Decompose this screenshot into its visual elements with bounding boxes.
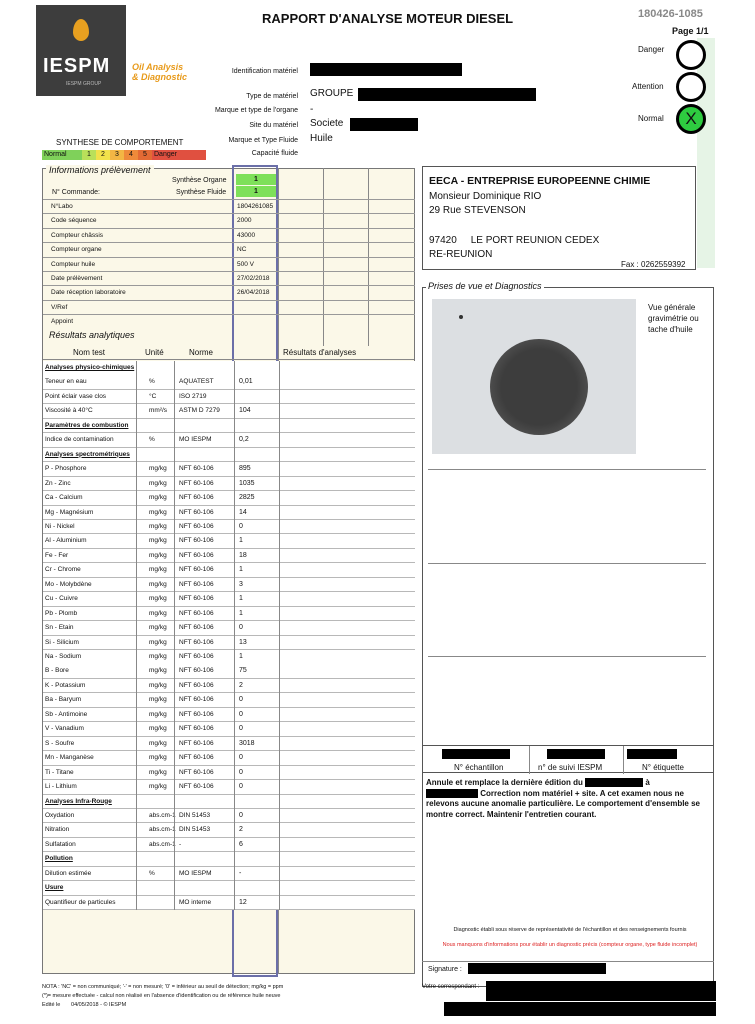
info-row-label: Appoint	[51, 318, 74, 326]
section-row	[43, 795, 415, 810]
test-norm: NFT 60-106	[179, 667, 214, 675]
test-value: 14	[239, 508, 247, 516]
result-row	[43, 534, 415, 549]
result-row	[43, 823, 415, 838]
scale-3: 3	[110, 150, 124, 160]
test-unit: mg/kg	[149, 479, 167, 487]
test-name: Viscosité à 40°C	[45, 407, 93, 415]
divider	[428, 563, 706, 564]
div-norm	[174, 361, 175, 910]
iespm-logo	[36, 5, 126, 96]
info-row	[43, 285, 415, 300]
test-norm: MO IESPM	[179, 436, 212, 444]
test-unit: mg/kg	[149, 609, 167, 617]
sample-label-2: N° étiquette	[642, 763, 684, 772]
test-name: Teneur en eau	[45, 378, 87, 386]
test-unit: mg/kg	[149, 580, 167, 588]
test-name: Indice de contamination	[45, 436, 114, 444]
result-row	[43, 563, 415, 578]
diag-text-b: à	[645, 778, 650, 787]
test-norm: NFT 60-106	[179, 739, 214, 747]
status-danger-label: Danger	[638, 45, 665, 54]
test-value: 0	[239, 811, 243, 819]
div-result	[234, 361, 235, 910]
test-unit: mg/kg	[149, 522, 167, 530]
test-name: Sulfatation	[45, 840, 76, 848]
test-norm: -	[179, 840, 182, 848]
status-danger-circle	[676, 40, 706, 70]
section-row	[43, 852, 415, 867]
test-value: 1	[239, 537, 243, 545]
redaction-bar	[350, 118, 418, 131]
section-title: Paramètres de combustion	[45, 421, 129, 429]
oil-spot-icon	[490, 339, 588, 435]
synth-organe-value: 1	[236, 174, 276, 185]
div-unit	[136, 361, 137, 910]
result-row	[43, 679, 415, 694]
test-name: Al - Aluminium	[45, 537, 87, 545]
test-norm: MO IESPM	[179, 869, 212, 877]
status-attention-circle	[676, 72, 706, 102]
diag-text-c: Correction nom matériel + site. A cet examen nous ne relevons aucune anomalie particulière. Le comportement d'ensemble se montre correct. Maintenir l'entretien courant.	[426, 788, 700, 819]
result-row	[43, 621, 415, 636]
test-value: 0	[239, 522, 243, 530]
redaction-bar	[627, 749, 677, 759]
scale-danger: Danger	[152, 150, 206, 160]
result-row	[43, 896, 415, 911]
test-name: Na - Sodium	[45, 653, 82, 660]
status-normal-circle: X	[676, 104, 706, 134]
section-title: Pollution	[45, 855, 73, 863]
test-value: 75	[239, 667, 247, 675]
section-title: Analyses physico-chimiques	[45, 364, 135, 371]
col-norme: Norme	[189, 348, 214, 357]
equip-marque: -	[310, 104, 314, 115]
results-header: Résultats analytiques	[46, 330, 138, 340]
footer-line-2: (*)= mesure effectuée - calcul non réalisé en l'absence d'identification ou de référence huile neuve	[42, 993, 281, 999]
result-row	[43, 477, 415, 492]
report-number: 180426-1085	[638, 8, 703, 20]
status-normal-label: Normal	[638, 114, 664, 123]
test-unit: mg/kg	[149, 725, 167, 733]
test-unit: mg/kg	[149, 494, 167, 502]
result-row	[43, 650, 415, 665]
test-unit: mg/kg	[149, 465, 167, 473]
result-row	[43, 404, 415, 419]
test-unit: mg/kg	[149, 624, 167, 632]
tagline-1: Oil Analysis	[132, 62, 184, 72]
section-row	[43, 419, 415, 434]
result-row	[43, 491, 415, 506]
test-norm: NFT 60-106	[179, 551, 214, 559]
test-norm: NFT 60-106	[179, 566, 214, 574]
result-row	[43, 506, 415, 521]
equip-label-1: Type de matériel	[246, 93, 298, 100]
test-norm: ISO 2719	[179, 392, 207, 400]
test-unit: mg/kg	[149, 754, 167, 762]
info-row-value: 26/04/2018	[237, 289, 270, 297]
test-name: Sn - Etain	[45, 624, 74, 632]
results-col-header	[43, 346, 414, 360]
test-norm: NFT 60-106	[179, 479, 214, 487]
test-norm: NFT 60-106	[179, 638, 214, 646]
footer-line-1: NOTA : 'NC' = non communiqué; '-' = non mesuré; '0' = inférieur au seuil de détection; mg/kg = ppm	[42, 984, 284, 990]
oil-drop-icon	[73, 19, 89, 41]
section-title: Usure	[45, 884, 64, 892]
divider	[428, 469, 706, 470]
test-unit: abs.cm-1	[149, 840, 176, 848]
footer-notes	[42, 983, 283, 1010]
result-row	[43, 737, 415, 752]
redaction-bar	[585, 778, 643, 787]
result-row	[43, 780, 415, 795]
test-value: 0	[239, 783, 243, 791]
result-row	[43, 607, 415, 622]
test-name: Ni - Nickel	[45, 522, 75, 530]
test-value: 2825	[239, 494, 255, 502]
scale-2: 2	[96, 150, 110, 160]
diag-text-a: Annule et remplace la dernière édition du	[426, 778, 583, 787]
equip-fluide: Huile	[310, 133, 333, 144]
result-row	[43, 664, 415, 679]
info-row	[43, 271, 415, 286]
client-country: RE-REUNION	[429, 249, 493, 260]
client-city: 97420 LE PORT REUNION CEDEX	[429, 235, 600, 246]
synth-fluide-value: 1	[236, 186, 276, 197]
test-norm: NFT 60-106	[179, 725, 214, 733]
test-value: 3	[239, 580, 243, 588]
equip-label-0: Identification matériel	[231, 68, 298, 75]
info-row-label: Compteur huile	[51, 260, 96, 268]
test-name: Zn - Zinc	[45, 479, 71, 487]
report-title: RAPPORT D'ANALYSE MOTEUR DIESEL	[262, 11, 514, 26]
page-indicator: Page 1/1	[672, 26, 709, 36]
info-row-value: 1804261085	[237, 203, 274, 210]
test-norm: DIN 51453	[179, 826, 211, 834]
test-unit: %	[149, 436, 155, 444]
test-norm: NFT 60-106	[179, 783, 214, 791]
result-row	[43, 693, 415, 708]
test-value: 1035	[239, 479, 255, 487]
test-value: 6	[239, 840, 243, 848]
test-value: 104	[239, 407, 251, 415]
test-norm: DIN 51453	[179, 811, 211, 819]
info-row-label: Code séquence	[51, 217, 97, 225]
test-unit: mg/kg	[149, 768, 167, 776]
test-unit: mg/kg	[149, 783, 167, 791]
image-caption: Vue générale gravimétrie ou tache d'huile	[648, 303, 699, 334]
info-row-value: 43000	[237, 231, 256, 239]
info-header: Informations prélèvement	[46, 165, 154, 175]
oil-spot-image	[432, 299, 636, 454]
client-contact: Monsieur Dominique RIO	[429, 191, 542, 202]
section-title: Analyses Infra-Rouge	[45, 797, 112, 805]
test-norm: NFT 60-106	[179, 710, 214, 718]
divider	[428, 656, 706, 657]
col-nom-test: Nom test	[73, 348, 106, 357]
info-row	[43, 257, 415, 272]
test-name: Oxydation	[45, 811, 75, 819]
client-street: 29 Rue STEVENSON	[429, 205, 526, 216]
test-name: Ti - Titane	[45, 768, 74, 776]
equip-label-3: Site du matériel	[249, 122, 298, 129]
test-unit: mg/kg	[149, 681, 167, 689]
test-name: Cu - Cuivre	[45, 595, 78, 603]
redaction-bar	[442, 749, 510, 759]
div-result-2	[279, 361, 280, 910]
equip-label-4: Marque et Type Fluide	[228, 137, 298, 144]
test-unit: mg/kg	[149, 653, 167, 660]
test-norm: AQUATEST	[179, 378, 214, 386]
info-row-value: NC	[237, 246, 247, 254]
result-row	[43, 462, 415, 477]
result-row	[43, 433, 415, 448]
test-name: P - Phosphore	[45, 465, 87, 473]
redaction-bar	[310, 63, 462, 76]
status-bar	[697, 38, 715, 268]
test-value: 2	[239, 826, 243, 834]
test-unit: °C	[149, 392, 157, 400]
test-value: -	[239, 869, 242, 877]
status-attention-label: Attention	[632, 82, 664, 91]
sample-label-0: N° échantillon	[454, 763, 504, 772]
scale-normal: Normal	[42, 150, 82, 160]
info-row	[43, 300, 415, 315]
sample-ids	[422, 745, 714, 773]
redaction-bar	[486, 981, 716, 1001]
info-row-label: Compteur châssis	[51, 231, 104, 239]
diag-note-2: Nous manquons d'informations pour établir un diagnostic précis (compteur organe, type fluide incomplet)	[442, 942, 698, 948]
test-norm: NFT 60-106	[179, 653, 214, 660]
redaction-bar	[426, 789, 478, 798]
test-norm: NFT 60-106	[179, 696, 214, 704]
test-name: Quantifieur de particules	[45, 898, 116, 906]
test-name: Dilution estimée	[45, 869, 92, 877]
test-value: 1	[239, 609, 243, 617]
test-value: 3018	[239, 739, 255, 747]
info-row-label: V/Ref	[51, 303, 68, 311]
test-unit: mg/kg	[149, 566, 167, 574]
test-name: Ba - Baryum	[45, 696, 82, 704]
logo-tagline	[132, 62, 187, 82]
result-row	[43, 636, 415, 651]
test-value: 1	[239, 566, 243, 574]
test-name: Fe - Fer	[45, 551, 69, 559]
test-value: 1	[239, 653, 243, 660]
test-value: 0	[239, 696, 243, 704]
tagline-2: & Diagnostic	[132, 72, 188, 82]
result-row	[43, 592, 415, 607]
test-norm: NFT 60-106	[179, 522, 214, 530]
test-value: 0	[239, 710, 243, 718]
test-unit: abs.cm-1	[149, 826, 176, 834]
info-row-value: 27/02/2018	[237, 275, 270, 282]
test-unit: mg/kg	[149, 508, 167, 516]
equip-type: GROUPE	[310, 88, 354, 99]
redaction-bar	[468, 963, 606, 974]
test-norm: NFT 60-106	[179, 494, 214, 502]
test-name: Ca - Calcium	[45, 494, 83, 502]
result-row	[43, 390, 415, 405]
test-norm: NFT 60-106	[179, 681, 214, 689]
synth-fluide-label: Synthèse Fluide	[176, 189, 227, 196]
result-row	[43, 766, 415, 781]
test-unit: %	[149, 869, 155, 877]
test-name: Si - Silicium	[45, 638, 79, 646]
test-unit: mg/kg	[149, 595, 167, 603]
footer-line-3: Edité le 04/05/2018 - © IESPM	[42, 1002, 127, 1008]
equip-label-5: Capacité fluide	[251, 150, 298, 157]
info-row	[43, 213, 415, 228]
test-norm: NFT 60-106	[179, 754, 214, 762]
test-value: 2	[239, 681, 243, 689]
scale-1: 1	[82, 150, 96, 160]
test-unit: mg/kg	[149, 696, 167, 704]
test-name: Mg - Magnésium	[45, 508, 94, 516]
info-row	[43, 228, 415, 243]
test-value: 0	[239, 725, 243, 733]
section-row	[43, 448, 415, 463]
test-name: Sb - Antimoine	[45, 710, 88, 718]
test-unit: %	[149, 378, 155, 386]
scale-5: 5	[138, 150, 152, 160]
test-norm: NFT 60-106	[179, 465, 214, 473]
test-value: 0,2	[239, 436, 249, 444]
test-value: 895	[239, 465, 251, 473]
correspondant-label: Votre correspondant :	[422, 984, 480, 990]
logo-name: IESPM	[43, 55, 111, 77]
client-company: EECA - ENTREPRISE EUROPEENNE CHIMIE	[429, 175, 651, 187]
test-value: 0	[239, 768, 243, 776]
scale-4: 4	[124, 150, 138, 160]
commande-label: N° Commande:	[52, 189, 100, 196]
info-row-value: 500 V	[237, 260, 254, 268]
result-row	[43, 751, 415, 766]
test-name: K - Potassium	[45, 681, 86, 689]
test-norm: NFT 60-106	[179, 609, 214, 617]
test-name: Mo - Molybdène	[45, 580, 92, 588]
test-unit: mg/kg	[149, 551, 167, 559]
test-unit: mg/kg	[149, 667, 167, 675]
result-row	[43, 578, 415, 593]
sample-label-1: n° de suivi IESPM	[538, 763, 603, 772]
test-norm: NFT 60-106	[179, 624, 214, 632]
diagnostic-text	[426, 778, 710, 820]
redaction-bar	[547, 749, 605, 759]
result-row	[43, 520, 415, 535]
test-value: 1	[239, 595, 243, 603]
info-row	[43, 314, 415, 329]
result-row	[43, 708, 415, 723]
test-norm: NFT 60-106	[179, 595, 214, 603]
redaction-bar	[358, 88, 536, 101]
test-value: 12	[239, 898, 247, 906]
redaction-bar	[444, 1002, 716, 1016]
test-name: B - Bore	[45, 667, 69, 675]
signature-label: Signature :	[428, 966, 462, 973]
synth-organe-label: Synthèse Organe	[172, 177, 227, 184]
info-row	[43, 242, 415, 257]
info-row-label: Date prélèvement	[51, 275, 103, 282]
test-unit: mg/kg	[149, 638, 167, 646]
logo-sub: IESPM GROUP	[66, 81, 102, 87]
info-row-label: Date réception laboratoire	[51, 289, 126, 297]
info-row-label: Compteur organe	[51, 246, 102, 254]
speck-icon	[459, 315, 463, 319]
test-name: Point éclair vase clos	[45, 392, 107, 400]
test-norm: NFT 60-106	[179, 508, 214, 516]
test-name: V - Vanadium	[45, 725, 84, 733]
test-norm: MO interne	[179, 898, 212, 906]
section-title: Analyses spectrométriques	[45, 450, 130, 458]
result-row	[43, 838, 415, 853]
test-value: 0	[239, 624, 243, 632]
section-row	[43, 881, 415, 896]
result-row	[43, 375, 415, 390]
test-unit: abs.cm-1	[149, 811, 176, 819]
result-row	[43, 867, 415, 882]
test-name: Nitration	[45, 826, 70, 834]
client-fax: Fax : 0262559392	[621, 260, 686, 269]
test-value: 0	[239, 754, 243, 762]
test-name: Cr - Chrome	[45, 566, 81, 574]
info-row-value: 2000	[237, 217, 252, 225]
test-name: Mn - Manganèse	[45, 754, 94, 762]
col-resultats: Résultats d'analyses	[283, 348, 357, 357]
test-value: 0,01	[239, 378, 253, 386]
section-row	[43, 361, 415, 376]
test-value: 13	[239, 638, 247, 646]
result-row	[43, 549, 415, 564]
synthese-scale	[42, 150, 206, 160]
test-name: Li - Lithium	[45, 783, 77, 791]
test-unit: mg/kg	[149, 739, 167, 747]
diagnostic-header: Prises de vue et Diagnostics	[428, 281, 542, 291]
test-norm: NFT 60-106	[179, 580, 214, 588]
synthese-title: SYNTHESE DE COMPORTEMENT	[56, 138, 184, 147]
equip-site: Societe	[310, 118, 344, 129]
equip-label-2: Marque et type de l'organe	[214, 107, 298, 114]
test-name: Pb - Plomb	[45, 609, 78, 617]
info-row-label: N°Labo	[51, 203, 73, 210]
test-unit: mg/kg	[149, 710, 167, 718]
test-norm: NFT 60-106	[179, 768, 214, 776]
info-row	[43, 199, 415, 214]
diag-note-1: Diagnostic établi sous réserve de représentativité de l'échantillon et des renseignements fournis	[453, 927, 687, 933]
test-unit: mm²/s	[149, 407, 168, 415]
test-norm: NFT 60-106	[179, 537, 214, 545]
test-norm: ASTM D 7279	[179, 407, 220, 415]
result-row	[43, 722, 415, 737]
col-unite: Unité	[145, 348, 164, 357]
test-value: 18	[239, 551, 247, 559]
test-unit: mg/kg	[149, 537, 167, 545]
result-row	[43, 809, 415, 824]
client-box	[422, 166, 696, 270]
divider	[422, 961, 714, 962]
test-name: S - Soufre	[45, 739, 75, 747]
